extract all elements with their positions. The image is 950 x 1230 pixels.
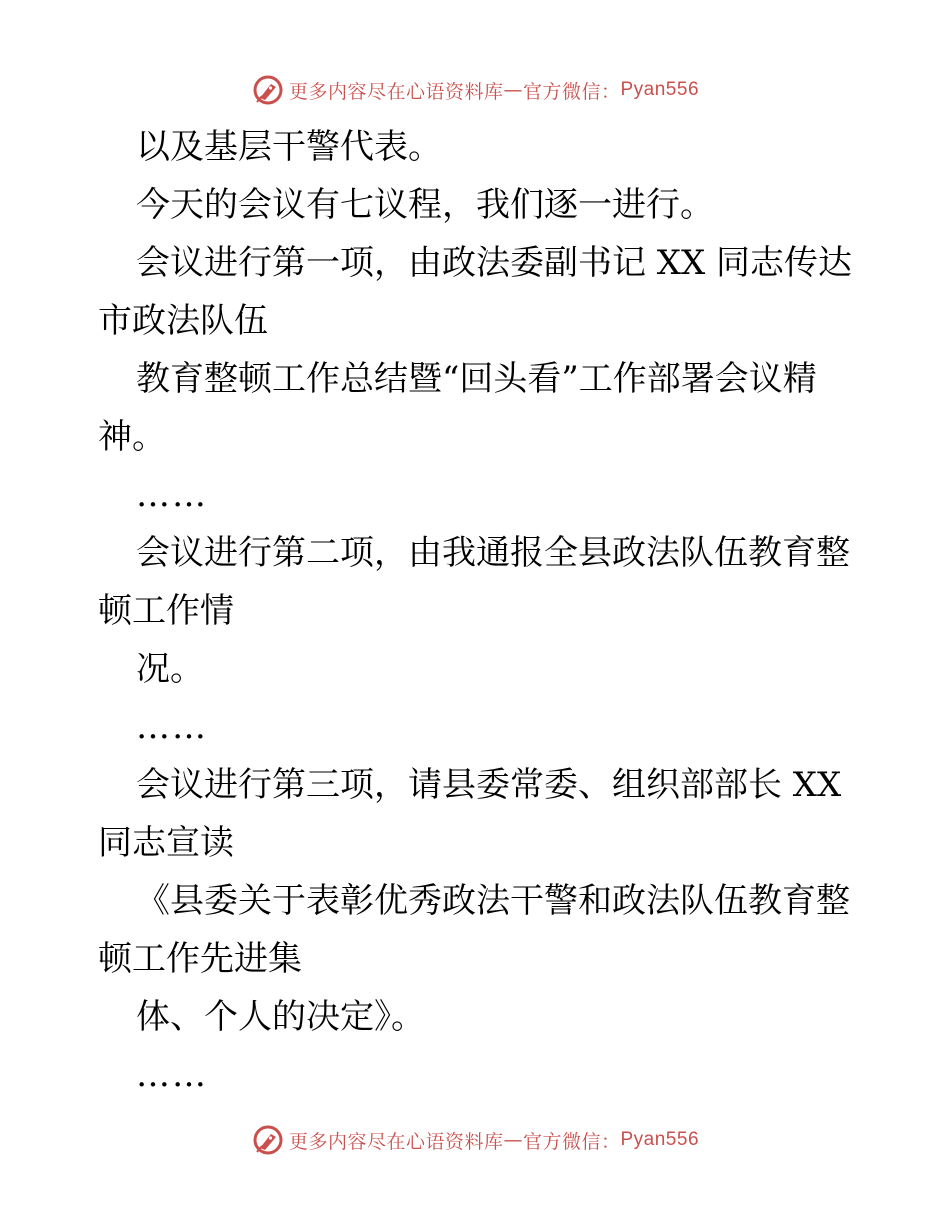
- ellipsis-line: ……: [136, 707, 208, 747]
- body-line: 今天的会议有七议程，我们逐一进行。: [136, 185, 714, 225]
- pen-nib-logo-icon: [251, 73, 285, 107]
- footer-separator: —: [503, 1129, 523, 1151]
- footer-wechat-label: 官方微信：: [522, 1130, 621, 1153]
- body-line: 顿工作先进集: [98, 939, 302, 979]
- ellipsis-line: ……: [136, 475, 208, 515]
- body-line: 况。: [136, 649, 204, 689]
- header-wechat-id: Pyan556: [620, 79, 700, 100]
- document-body: [98, 118, 858, 1104]
- body-line: 同志宣读: [98, 823, 234, 863]
- footer-brand-text: 更多内容尽在心语资料库: [288, 1130, 504, 1153]
- body-line: 以及基层干警代表。: [136, 127, 442, 167]
- footer-watermark-banner: [0, 1120, 950, 1160]
- body-line: 教育整顿工作总结暨“回头看”工作部署会议精: [136, 359, 817, 399]
- footer-wechat-id: Pyan556: [620, 1129, 700, 1150]
- body-line: 市政法队伍: [98, 301, 268, 341]
- header-separator: —: [503, 79, 523, 101]
- body-line: 神。: [98, 417, 166, 457]
- pen-nib-logo-icon: [251, 1123, 285, 1157]
- body-line: 《县委关于表彰优秀政法干警和政法队伍教育整: [136, 881, 850, 921]
- ellipsis-line: ……: [136, 1055, 208, 1095]
- body-line: 顿工作情: [98, 591, 234, 631]
- body-line: 体、个人的决定》。: [136, 997, 425, 1037]
- header-brand-text: 更多内容尽在心语资料库: [288, 80, 504, 103]
- header-wechat-label: 官方微信：: [522, 80, 621, 103]
- header-watermark-banner: [0, 70, 950, 110]
- body-line: 会议进行第二项，由我通报全县政法队伍教育整: [136, 533, 850, 573]
- body-line: 会议进行第一项，由政法委副书记 XX 同志传达: [136, 243, 853, 283]
- body-line: 会议进行第三项，请县委常委、组织部部长 XX: [136, 765, 842, 805]
